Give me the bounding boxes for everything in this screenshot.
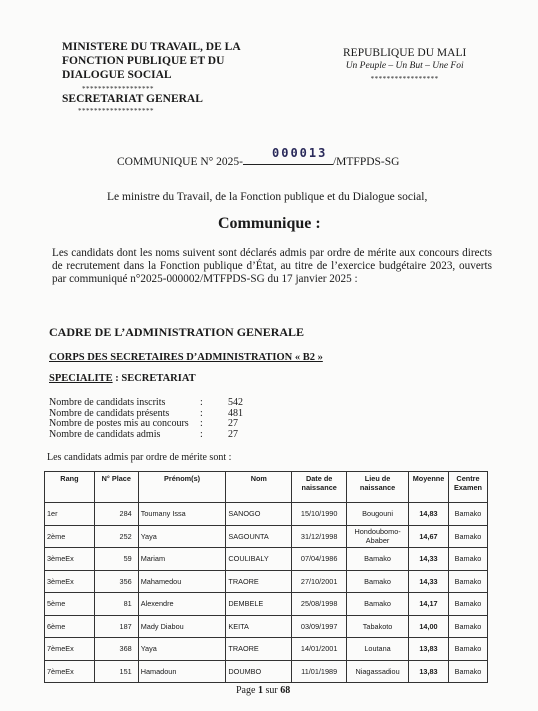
communique-prefix: COMMUNIQUE N° 2025-: [117, 156, 243, 168]
birthplace-cell: Bamako: [347, 570, 409, 593]
corps-heading: CORPS DES SECRETAIRES D’ADMINISTRATION « B2 »: [49, 352, 323, 363]
table-intro: Les candidats admis par ordre de mérite sont :: [47, 452, 232, 463]
rank-cell: 6ème: [45, 615, 95, 638]
exam-center-cell: Bamako: [448, 593, 487, 616]
exam-center-cell: Bamako: [448, 570, 487, 593]
page-footer: [236, 685, 290, 696]
birthplace-cell: Tabakoto: [347, 615, 409, 638]
country-header: [343, 47, 466, 86]
lastname-cell: SANOGO: [226, 503, 292, 526]
secretariat-title: SECRETARIAT GENERAL: [62, 93, 203, 105]
birthplace-cell: Hondoubomo-Ababer: [347, 525, 409, 548]
ministry-line-2: FONCTION PUBLIQUE ET DU: [62, 55, 225, 67]
birthplace-cell: Bougouni: [347, 503, 409, 526]
place-cell: 368: [94, 638, 138, 661]
place-cell: 59: [94, 548, 138, 571]
column-header: Date de naissance: [292, 472, 347, 503]
column-header: Rang: [45, 472, 95, 503]
table-header-row: [45, 472, 488, 503]
speciality-heading: [49, 373, 196, 384]
admitted-candidates-table: [44, 471, 488, 683]
table-row: [45, 660, 488, 683]
stat-value: 27: [228, 428, 238, 440]
country-motto: Un Peuple – Un But – Une Foi: [345, 61, 464, 71]
birthplace-cell: Loutana: [347, 638, 409, 661]
cadre-heading: CADRE DE L’ADMINISTRATION GENERALE: [49, 325, 305, 339]
communique-paragraph: Les candidats dont les noms suivent sont déclarés admis par ordre de mérite aux concours directs de recrutement dans la Fonction publique d’État, au titre de l’exercice budgétaire 2023, ouverts par communiqué n°2025-000002/MTFPDS-SG du 17 janvier 2025 :: [52, 247, 492, 285]
stat-row: Nombre de postes mis au concours : 27: [49, 419, 268, 430]
firstname-cell: Mahamedou: [138, 570, 226, 593]
place-cell: 356: [94, 570, 138, 593]
stat-row: Nombre de candidats admis : 27: [49, 430, 268, 441]
stat-value: 542: [228, 397, 243, 408]
column-header: Nom: [226, 472, 292, 503]
average-cell: 14,17: [409, 593, 449, 616]
exam-center-cell: Bamako: [448, 548, 487, 571]
lastname-cell: COULIBALY: [226, 548, 292, 571]
firstname-cell: Mady Diabou: [138, 615, 226, 638]
stat-value: 481: [228, 407, 243, 419]
place-cell: 151: [94, 660, 138, 683]
lastname-cell: TRAORE: [226, 570, 292, 593]
table-row: [45, 525, 488, 548]
table-row: [45, 503, 488, 526]
footer-mid: sur: [262, 685, 281, 696]
birthdate-cell: 11/01/1989: [292, 660, 347, 683]
lastname-cell: KEITA: [226, 615, 292, 638]
table-row: [45, 638, 488, 661]
birthdate-cell: 31/12/1998: [292, 525, 347, 548]
communique-stamped-number: 000013: [272, 146, 328, 160]
birthplace-cell: Niagassadiou: [347, 660, 409, 683]
firstname-cell: Toumany Issa: [138, 503, 226, 526]
country-stars: *****************: [370, 75, 439, 83]
rank-cell: 7èmeEx: [45, 660, 95, 683]
stat-label: Nombre de candidats inscrits: [49, 397, 166, 408]
firstname-cell: Hamadoun: [138, 660, 226, 683]
rank-cell: 1er: [45, 503, 95, 526]
birthdate-cell: 03/09/1997: [292, 615, 347, 638]
ministry-header: [62, 40, 241, 96]
footer-page-total: 68: [280, 685, 291, 696]
speciality-label: SPECIALITE: [49, 373, 113, 384]
place-cell: 252: [94, 525, 138, 548]
column-header: N° Place: [94, 472, 138, 503]
birthdate-cell: 27/10/2001: [292, 570, 347, 593]
average-cell: 14,83: [409, 503, 449, 526]
stat-label: Nombre de postes mis au concours: [49, 418, 189, 429]
column-header: Prénom(s): [138, 472, 226, 503]
stat-row: Nombre de candidats inscrits : 542: [49, 398, 268, 409]
communique-number-line: [117, 154, 399, 168]
firstname-cell: Yaya: [138, 525, 226, 548]
birthdate-cell: 15/10/1990: [292, 503, 347, 526]
exam-center-cell: Bamako: [448, 503, 487, 526]
table-row: [45, 593, 488, 616]
birthdate-cell: 25/08/1998: [292, 593, 347, 616]
column-header: Centre Examen: [448, 472, 487, 503]
rank-cell: 3èmeEx: [45, 570, 95, 593]
lastname-cell: DOUMBO: [226, 660, 292, 683]
place-cell: 81: [94, 593, 138, 616]
minister-line: Le ministre du Travail, de la Fonction publique et du Dialogue social,: [107, 191, 428, 203]
firstname-cell: Alexendre: [138, 593, 226, 616]
average-cell: 13,83: [409, 638, 449, 661]
place-cell: 284: [94, 503, 138, 526]
birthplace-cell: Bamako: [347, 548, 409, 571]
rank-cell: 3èmeEx: [45, 548, 95, 571]
country-name: REPUBLIQUE DU MALI: [343, 47, 467, 59]
average-cell: 14,67: [409, 525, 449, 548]
stat-value: 27: [228, 418, 238, 429]
average-cell: 14,33: [409, 570, 449, 593]
exam-center-cell: Bamako: [448, 615, 487, 638]
secretariat-stars: *******************: [78, 107, 154, 115]
exam-center-cell: Bamako: [448, 660, 487, 683]
birthdate-cell: 07/04/1986: [292, 548, 347, 571]
average-cell: 14,00: [409, 615, 449, 638]
firstname-cell: Yaya: [138, 638, 226, 661]
stat-label: Nombre de candidats admis: [49, 428, 161, 440]
exam-center-cell: Bamako: [448, 638, 487, 661]
rank-cell: 5ème: [45, 593, 95, 616]
ministry-stars: ******************: [82, 85, 154, 93]
ministry-line-1: MINISTERE DU TRAVAIL, DE LA: [62, 41, 241, 53]
column-header: Lieu de naissance: [347, 472, 409, 503]
place-cell: 187: [94, 615, 138, 638]
average-cell: 14,33: [409, 548, 449, 571]
communique-suffix: /MTFPDS-SG: [332, 156, 400, 168]
firstname-cell: Mariam: [138, 548, 226, 571]
rank-cell: 7èmeEx: [45, 638, 95, 661]
lastname-cell: DEMBELE: [226, 593, 292, 616]
stat-label: Nombre de candidats présents: [49, 407, 170, 419]
table-row: [45, 615, 488, 638]
footer-page-number: 1: [257, 685, 263, 696]
rank-cell: 2ème: [45, 525, 95, 548]
lastname-cell: SAGOUNTA: [226, 525, 292, 548]
stat-row: Nombre de candidats présents : 481: [49, 409, 268, 420]
birthplace-cell: Bamako: [347, 593, 409, 616]
footer-prefix: Page: [236, 685, 258, 696]
column-header: Moyenne: [409, 472, 449, 503]
table-row: [45, 570, 488, 593]
ministry-line-3: DIALOGUE SOCIAL: [62, 69, 172, 81]
birthdate-cell: 14/01/2001: [292, 638, 347, 661]
table-row: [45, 548, 488, 571]
average-cell: 13,83: [409, 660, 449, 683]
speciality-value: : SECRETARIAT: [112, 373, 196, 384]
candidate-stats: [49, 398, 268, 440]
lastname-cell: TRAORE: [226, 638, 292, 661]
communique-title: Communique :: [218, 215, 321, 232]
exam-center-cell: Bamako: [448, 525, 487, 548]
